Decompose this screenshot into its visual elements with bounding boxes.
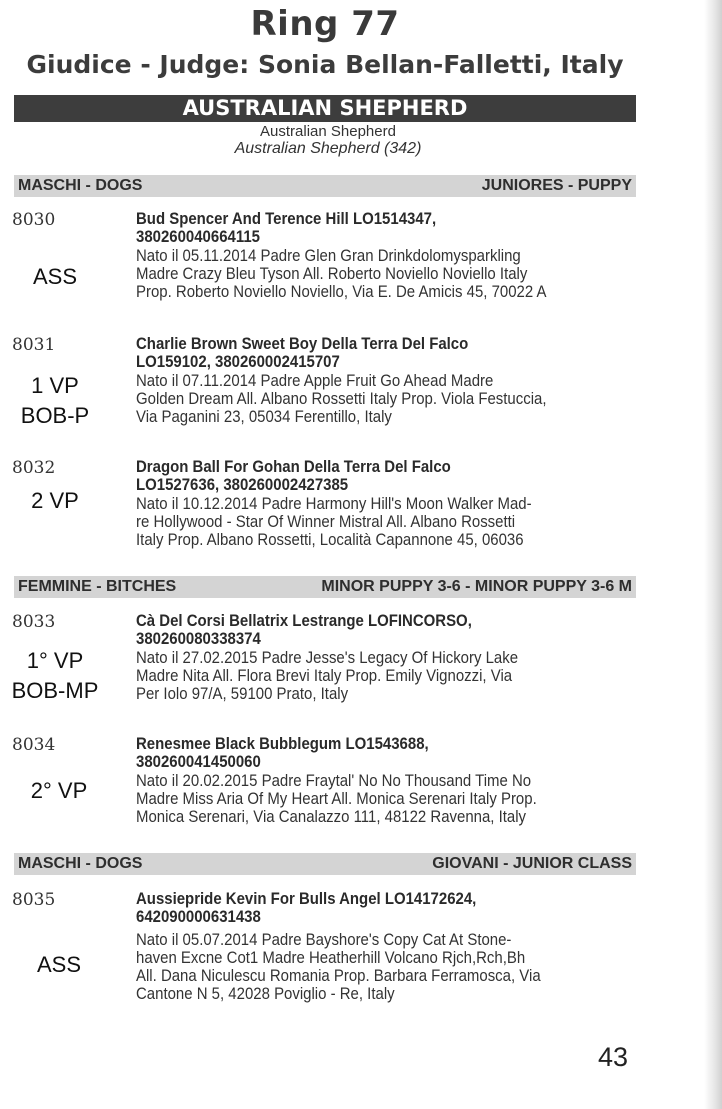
- details-line: Madre Nita All. Flora Brevi Italy Prop. Emily Vignozzi, Via: [136, 666, 513, 685]
- class-header-bar: [14, 576, 636, 598]
- catalog-number: 8030: [12, 210, 56, 230]
- details-line: Madre Crazy Bleu Tyson All. Roberto Noviello Noviello Italy: [136, 264, 528, 283]
- details-line: haven Excne Cot1 Madre Heatherhill Volcano Rjch,Rch,Bh: [136, 948, 526, 967]
- dog-details: [136, 372, 638, 426]
- catalog-number: 8033: [12, 612, 56, 632]
- dog-name: [136, 210, 576, 246]
- result-annotation: [0, 646, 110, 706]
- result-annotation: [0, 262, 110, 292]
- details-line: re Hollywood - Star Of Winner Mistral All. Albano Rossetti: [136, 512, 516, 531]
- details-line: Nato il 05.11.2014 Padre Glen Gran Drinkdolomysparkling: [136, 246, 521, 265]
- result-line: BOB-P: [20, 403, 90, 428]
- dog-name: [136, 458, 576, 494]
- dog-details: [136, 649, 638, 703]
- breed-variety-code: Australian Shepherd (342): [234, 140, 422, 157]
- ring-title: Ring 77: [250, 4, 400, 44]
- catalog-number: 8035: [12, 890, 56, 910]
- class-header-bar: [14, 853, 636, 875]
- details-line: All. Dana Niculescu Romania Prop. Barbara Ferramosca, Via: [136, 966, 541, 985]
- dog-details: [136, 772, 638, 826]
- dog-name-line: 380260040664115: [136, 227, 260, 246]
- details-line: Nato il 10.12.2014 Padre Harmony Hill's Moon Walker Mad-: [136, 494, 532, 513]
- class-sex-label: MASCHI - DOGS: [18, 177, 143, 194]
- judge-line: Giudice - Judge: Sonia Bellan-Falletti, Italy: [26, 50, 624, 79]
- dog-name: [136, 335, 576, 371]
- class-header-bar: [14, 175, 636, 197]
- details-line: Cantone N 5, 42028 Poviglio - Re, Italy: [136, 984, 395, 1003]
- details-line: Monica Serenari, Via Canalazzo 111, 48122 Ravenna, Italy: [136, 807, 527, 826]
- class-name-label: MINOR PUPPY 3-6 - MINOR PUPPY 3-6 M: [321, 578, 632, 595]
- dog-name-line: LO159102, 380260002415707: [136, 352, 340, 371]
- class-sex-label: MASCHI - DOGS: [18, 855, 143, 872]
- dog-name: [136, 735, 576, 771]
- result-line: BOB-MP: [11, 678, 99, 703]
- result-line: ASS: [32, 264, 78, 289]
- details-line: Nato il 05.07.2014 Padre Bayshore's Copy Cat At Stone-: [136, 930, 512, 949]
- page-number: 43: [598, 1042, 629, 1072]
- dog-details: [136, 247, 638, 301]
- catalog-number: 8034: [12, 735, 56, 755]
- catalog-number: 8032: [12, 458, 56, 478]
- breed-title-bar: AUSTRALIAN SHEPHERD: [14, 95, 636, 122]
- dog-name: [136, 612, 576, 648]
- dog-name-line: Renesmee Black Bubblegum LO1543688,: [136, 734, 429, 753]
- dog-name-line: Aussiepride Kevin For Bulls Angel LO14172624,: [136, 889, 477, 908]
- dog-name-line: Cà Del Corsi Bellatrix Lestrange LOFINCORSO,: [136, 611, 472, 630]
- result-line: 1° VP: [26, 648, 84, 673]
- details-line: Via Paganini 23, 05034 Ferentillo, Italy: [136, 407, 392, 426]
- dog-name-line: 642090000631438: [136, 907, 261, 926]
- class-name-label: JUNIORES - PUPPY: [481, 177, 632, 194]
- dog-name-line: 380260041450060: [136, 752, 261, 771]
- result-annotation: [4, 776, 114, 806]
- details-line: Nato il 07.11.2014 Padre Apple Fruit Go Ahead Madre: [136, 371, 494, 390]
- class-sex-label: FEMMINE - BITCHES: [18, 578, 177, 595]
- details-line: Prop. Roberto Noviello Noviello, Via E. De Amicis 45, 70022 A: [136, 282, 547, 301]
- result-line: 2° VP: [30, 778, 88, 803]
- dog-details: [136, 495, 638, 549]
- dog-name: [136, 890, 576, 926]
- catalog-number: 8031: [12, 335, 56, 355]
- result-annotation: [0, 486, 110, 516]
- details-line: Per Iolo 97/A, 59100 Prato, Italy: [136, 684, 349, 703]
- result-annotation: [0, 371, 110, 431]
- class-name-label: GIOVANI - JUNIOR CLASS: [432, 855, 632, 872]
- result-line: 2 VP: [31, 488, 79, 513]
- dog-name-line: 380260080338374: [136, 629, 261, 648]
- result-annotation: [4, 950, 114, 980]
- page-edge-shadow: [704, 0, 722, 1109]
- dog-name-line: Bud Spencer And Terence Hill LO1514347,: [136, 209, 437, 228]
- details-line: Madre Miss Aria Of My Heart All. Monica Serenari Italy Prop.: [136, 789, 537, 808]
- result-line: 1 VP: [31, 373, 79, 398]
- details-line: Nato il 27.02.2015 Padre Jesse's Legacy Of Hickory Lake: [136, 648, 519, 667]
- breed-variety: Australian Shepherd: [260, 123, 396, 140]
- dog-name-line: Dragon Ball For Gohan Della Terra Del Falco: [136, 457, 451, 476]
- dog-name-line: Charlie Brown Sweet Boy Della Terra Del Falco: [136, 334, 469, 353]
- details-line: Italy Prop. Albano Rossetti, Località Capannone 45, 06036: [136, 530, 524, 549]
- result-line: ASS: [36, 952, 82, 977]
- details-line: Nato il 20.02.2015 Padre Fraytal' No No Thousand Time No: [136, 771, 532, 790]
- details-line: Golden Dream All. Albano Rossetti Italy Prop. Viola Festuccia,: [136, 389, 547, 408]
- dog-name-line: LO1527636, 380260002427385: [136, 475, 349, 494]
- dog-details: [136, 931, 638, 1003]
